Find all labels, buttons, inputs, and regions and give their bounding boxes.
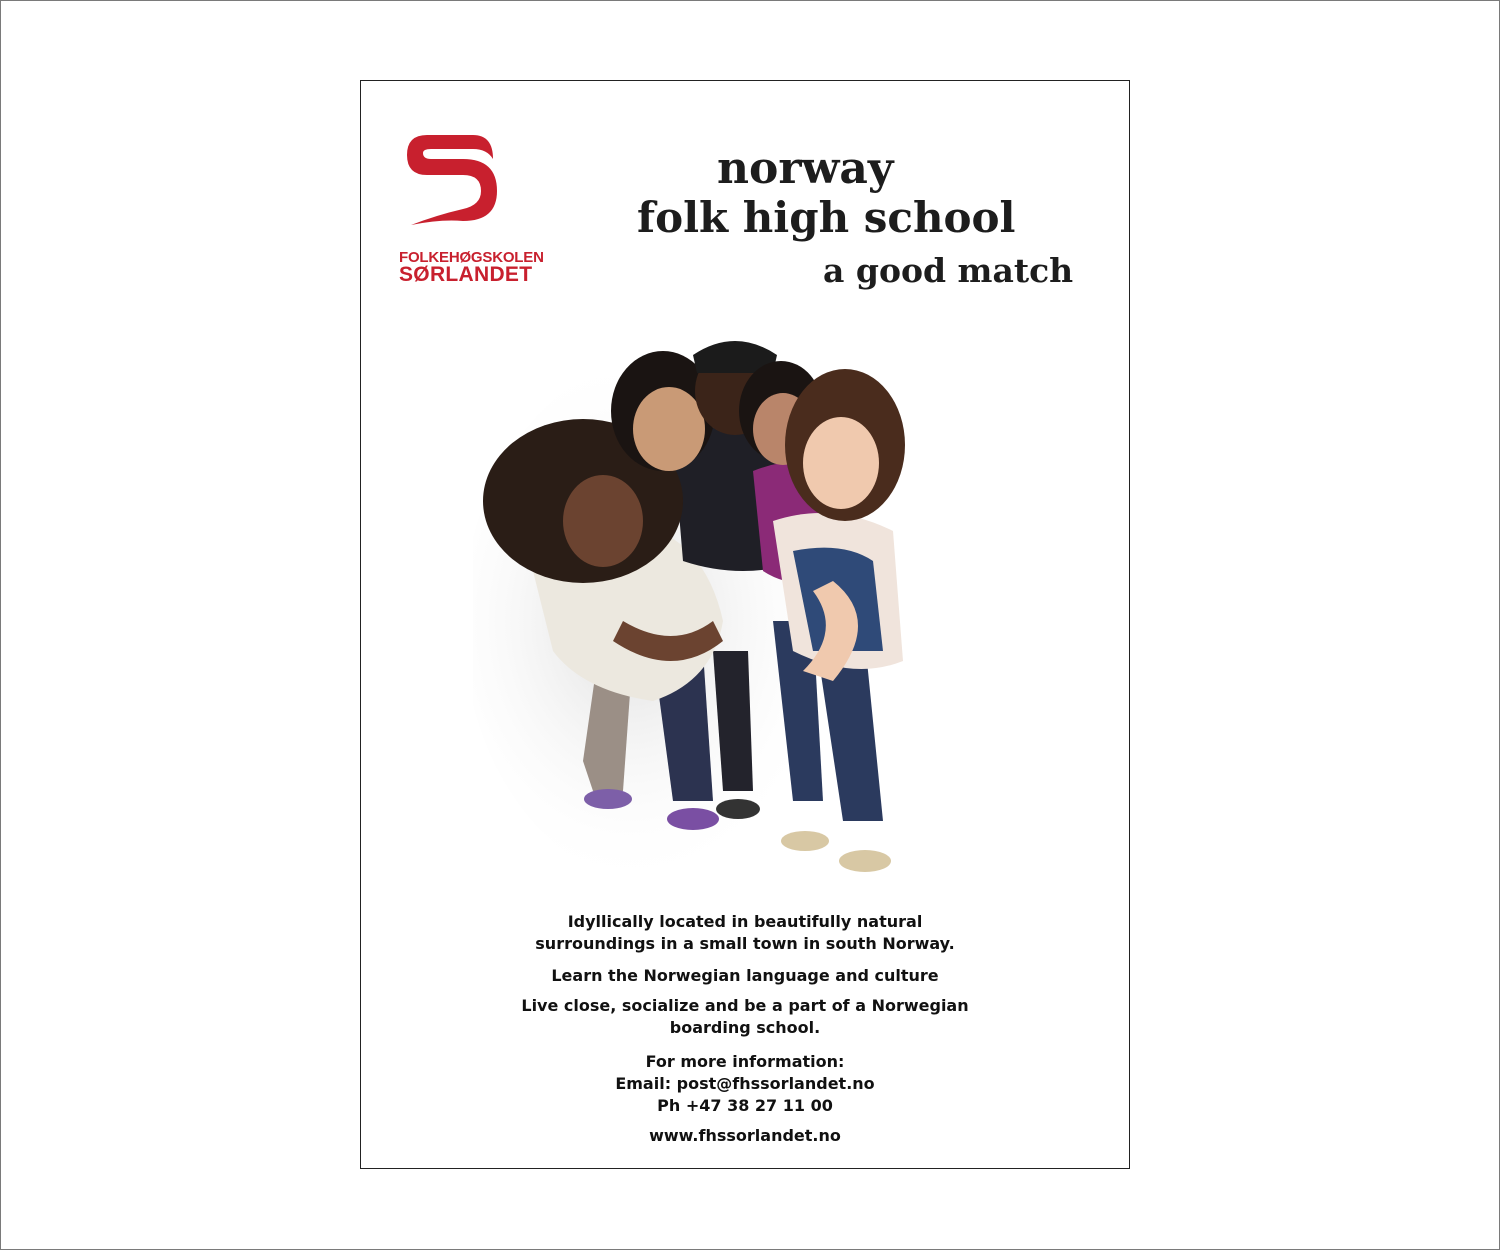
logo-text-line2: SØRLANDET (399, 263, 533, 286)
contact-info (361, 1051, 1129, 1117)
website-link[interactable]: www.fhssorlandet.no (649, 1126, 841, 1145)
logo-text-line1: FOLKEHØGSKOLEN (399, 249, 544, 266)
headline-line2: folk high school (637, 193, 1016, 242)
headline-line3: a good match (823, 251, 1074, 290)
description-line: surroundings in a small town in south Norway. (535, 934, 955, 953)
description-line: Learn the Norwegian language and culture (551, 966, 939, 985)
description-paragraph-3 (361, 995, 1129, 1039)
description-line: Live close, socialize and be a part of a Norwegian (521, 996, 969, 1015)
contact-phone: Ph +47 38 27 11 00 (657, 1096, 833, 1115)
poster (360, 80, 1130, 1169)
s-logo-icon (401, 129, 511, 229)
contact-email[interactable]: Email: post@fhssorlandet.no (615, 1074, 875, 1093)
contact-heading: For more information: (645, 1052, 845, 1071)
description-paragraph-1 (361, 911, 1129, 955)
website-block (361, 1125, 1129, 1147)
description-paragraph-2 (361, 965, 1129, 987)
headline-line1: norway (717, 143, 894, 194)
description-line: boarding school. (669, 1018, 821, 1037)
group-photo (473, 321, 993, 901)
description-line: Idyllically located in beautifully natural (567, 912, 923, 931)
